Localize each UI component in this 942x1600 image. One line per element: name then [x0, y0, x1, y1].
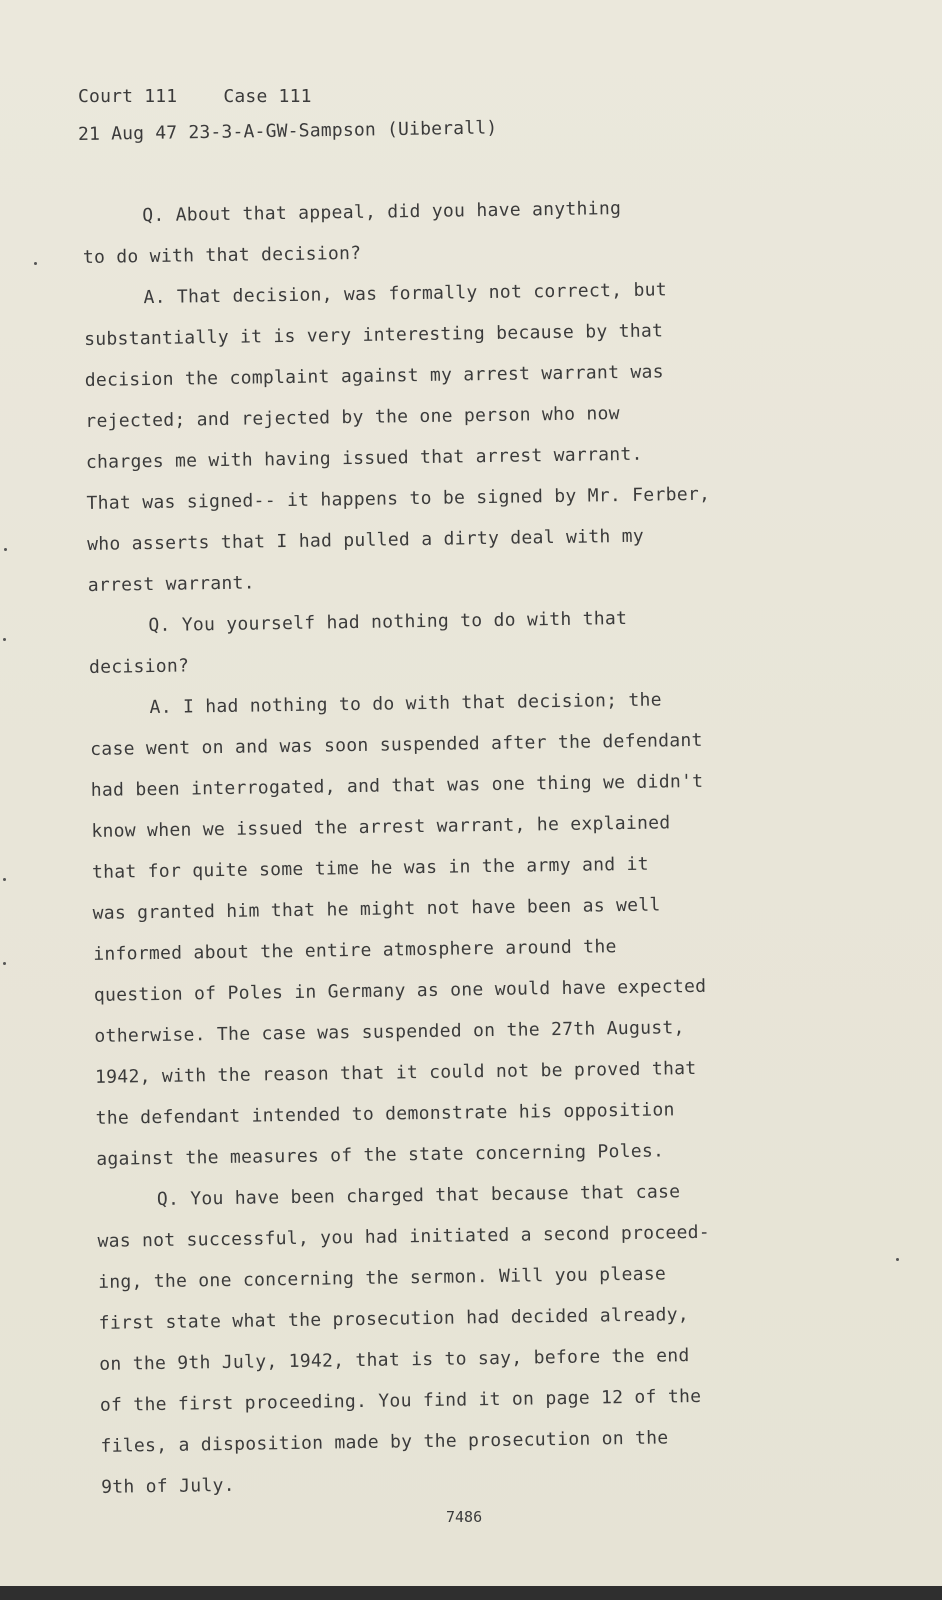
transcript-line: arrest warrant.: [87, 572, 255, 596]
transcript-body: [82, 185, 821, 1508]
paper-speck: [4, 548, 7, 551]
transcript-line: charges me with having issued that arrest warrant.: [85, 443, 643, 473]
transcript-line: against the measures of the state concerning Poles.: [96, 1140, 665, 1170]
transcript-line: case went on and was soon suspended after the defendant: [90, 729, 703, 760]
transcript-line: was granted him that he might not have been as well: [92, 894, 661, 924]
transcript-line: decision the complaint against my arrest warrant was: [84, 361, 664, 391]
transcript-line: 1942, with the reason that it could not be proved that: [94, 1057, 697, 1088]
transcript-line: 9th of July.: [101, 1474, 235, 1498]
transcript-line: A. I had nothing to do with that decision; the: [149, 689, 663, 719]
header-dateline: 21 Aug 47 23-3-A-GW-Sampson (Uiberall): [77, 117, 498, 145]
transcript-line: files, a disposition made by the prosecution on the: [100, 1427, 669, 1457]
page-number: 7486: [446, 1508, 483, 1526]
transcript-line: who asserts that I had pulled a dirty deal with my: [87, 525, 645, 555]
transcript-line: informed about the entire atmosphere around the: [93, 936, 617, 965]
transcript-line: Q. You yourself had nothing to do with that: [148, 607, 628, 637]
transcript-line: first state what the prosecution had decided already,: [98, 1304, 690, 1334]
transcript-line: was not successful, you had initiated a second proceed-: [97, 1221, 711, 1252]
transcript-line: know when we issued the arrest warrant, he explained: [91, 812, 671, 842]
transcript-line: of the first proceeding. You find it on page 12 of the: [99, 1385, 702, 1416]
transcript-line: Q. You have been charged that because that case: [156, 1181, 681, 1210]
transcript-line: to do with that decision?: [82, 242, 362, 268]
transcript-line: A. That decision, was formally not correct, but: [143, 279, 668, 309]
paper-speck: [3, 878, 6, 881]
paper-speck: [896, 1258, 899, 1261]
case-label: Case 111: [223, 86, 312, 107]
paper-speck: [3, 962, 6, 965]
transcript-line: That was signed-- it happens to be signed by Mr. Ferber,: [86, 483, 711, 514]
transcript-line: question of Poles in Germany as one would have expected: [93, 975, 707, 1006]
transcript-line: on the 9th July, 1942, that is to say, before the end: [99, 1345, 690, 1375]
transcript-line: that for quite some time he was in the army and it: [91, 853, 649, 883]
transcript-line: the defendant intended to demonstrate his opposition: [95, 1099, 675, 1129]
transcript-line: substantially it is very interesting because by that: [83, 320, 664, 350]
paper-speck: [3, 638, 6, 641]
transcript-line: had been interrogated, and that was one thing we didn't: [90, 770, 704, 801]
transcript-line: ing, the one concerning the sermon. Will you please: [97, 1263, 667, 1293]
transcript-line: rejected; and rejected by the one person who now: [85, 403, 621, 432]
paper-speck: [34, 262, 37, 265]
transcript-line: Q. About that appeal, did you have anything: [142, 198, 622, 227]
court-label: Court 111: [78, 86, 178, 107]
transcript-line: decision?: [88, 655, 190, 678]
header-court-case: [78, 86, 312, 107]
scan-bottom-edge: [0, 1586, 942, 1600]
transcript-line: otherwise. The case was suspended on the 27th August,: [94, 1017, 685, 1047]
